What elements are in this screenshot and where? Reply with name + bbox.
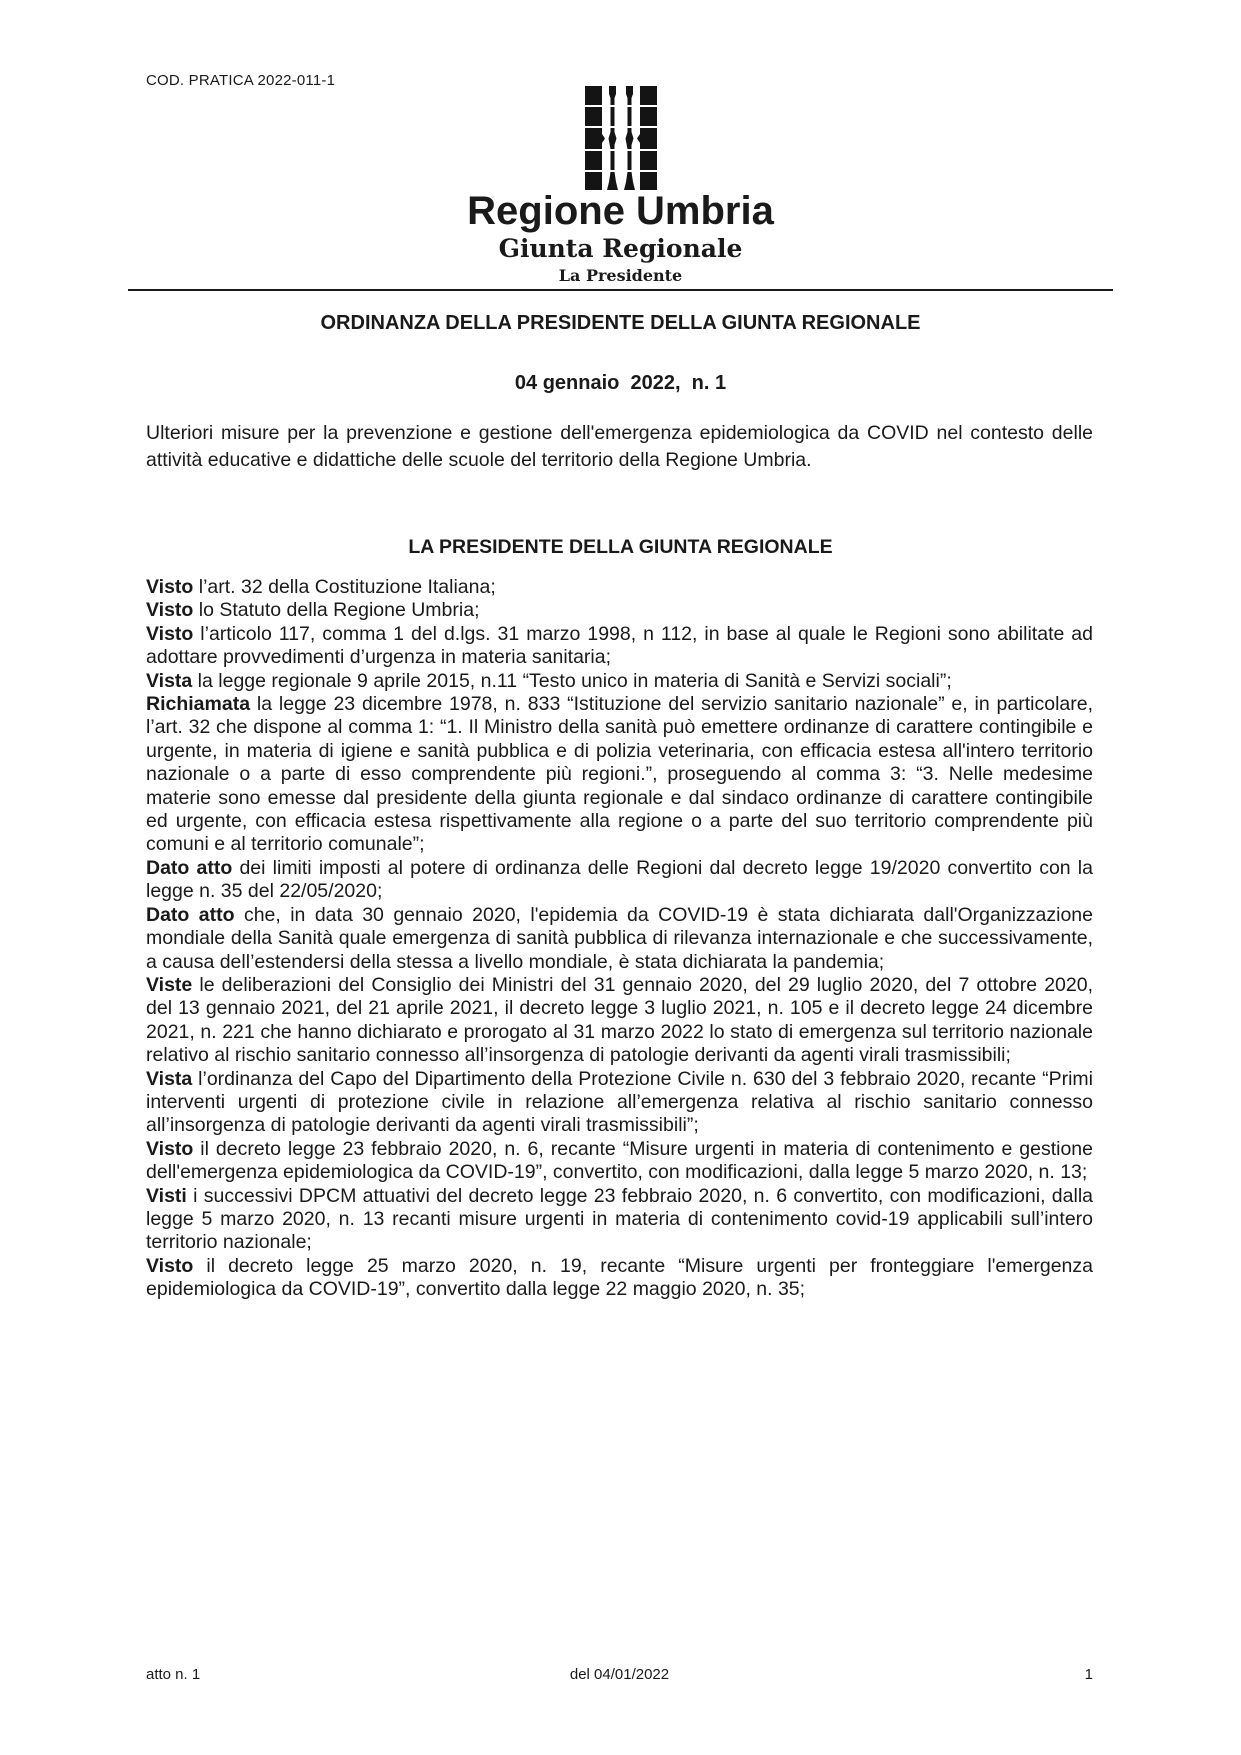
paragraph: Viste le deliberazioni del Consiglio dei Ministri del 31 gennaio 2020, del 29 luglio 2020, del 7 ottobre 2020, del 13 gennaio 2021, del 21 aprile 2021, il decreto legge 3 luglio 2021, n. 105 e il decreto legge 24 dicembre 2021, n. 221 che hanno dichiarato e prorogato al 31 marzo 2022 lo stato di emergenza sul territorio nazionale relativo al rischio sanitario connesso all’insorgenza di patologie derivanti da agenti virali trasmissibili;	[146, 973, 1093, 1067]
section-heading: LA PRESIDENTE DELLA GIUNTA REGIONALE	[408, 536, 833, 558]
paragraph: Dato atto che, in data 30 gennaio 2020, l'epidemia da COVID-19 è stata dichiarata dall'Organizzazione mondiale della Sanità quale emergenza di sanità pubblica di rilevanza internazionale e che successivamente, a causa dell’estendersi della stessa a livello mondiale, è stata dichiarata la pandemia;	[146, 903, 1093, 973]
paragraph: Visto il decreto legge 25 marzo 2020, n. 19, recante “Misure urgenti per fronteggiare l'emergenza epidemiologica da COVID-19”, convertito dalla legge 22 maggio 2020, n. 35;	[146, 1254, 1093, 1301]
paragraph: Visto lo Statuto della Regione Umbria;	[146, 599, 480, 622]
paragraph: Richiamata la legge 23 dicembre 1978, n. 833 “Istituzione del servizio sanitario nazionale” e, in particolare, l’art. 32 che dispone al comma 1: “1. Il Ministro della sanità può emettere ordinanze di carattere contingibile e urgente, in materia di igiene e sanità pubblica e di polizia veterinaria, con efficacia estesa all'intero territorio nazionale o a parte di esso comprendente più regioni.”, proseguendo al comma 3: “3. Nelle medesime materie sono emesse dal presidente della giunta regionale e dal sindaco ordinanze di carattere contingibile ed urgente, con efficacia estesa rispettivamente alla regione o a parte del suo territorio comprendente più comuni e al territorio comunale”;	[146, 693, 1093, 856]
document-subject: Ulteriori misure per la prevenzione e gestione dell'emergenza epidemiologica da COVID nel contesto delle attività educative e didattiche delle scuole del territorio della Regione Umbria.	[146, 422, 1093, 471]
paragraph: Visto il decreto legge 23 febbraio 2020, n. 6, recante “Misure urgenti in materia di contenimento e gestione dell'emergenza epidemiologica da COVID-19”, convertito, con modificazioni, dalla legge 5 marzo 2020, n. 13;	[146, 1137, 1093, 1184]
document-body	[146, 576, 1093, 1302]
footer-page-number: 1	[1084, 1666, 1093, 1683]
practice-code: COD. PRATICA 2022-011-1	[146, 72, 336, 89]
org-name: Regione Umbria	[467, 189, 774, 233]
regione-umbria-ceri-logo-icon	[585, 86, 657, 190]
paragraph: Visti i successivi DPCM attuativi del decreto legge 23 febbraio 2020, n. 6 convertito, con modificazioni, dalla legge 5 marzo 2020, n. 13 recanti misure urgenti in materia di contenimento covid-19 applicabili sull’intero territorio nazionale;	[146, 1184, 1093, 1254]
org-unit: Giunta Regionale	[498, 234, 743, 263]
org-role: La Presidente	[558, 266, 683, 286]
document-date-number: 04 gennaio 2022, n. 1	[514, 372, 727, 394]
header-divider	[128, 289, 1113, 291]
paragraph: Visto l’art. 32 della Costituzione Italiana;	[146, 576, 496, 598]
paragraph: Dato atto dei limiti imposti al potere di ordinanza delle Regioni dal decreto legge 19/2020 convertito con la legge n. 35 del 22/05/2020;	[146, 856, 1093, 903]
document-title: ORDINANZA DELLA PRESIDENTE DELLA GIUNTA REGIONALE	[320, 312, 921, 334]
paragraph: Vista l’ordinanza del Capo del Dipartimento della Protezione Civile n. 630 del 3 febbraio 2020, recante “Primi interventi urgenti di protezione civile in relazione all’emergenza relativa al rischio sanitario connesso all’insorgenza di patologie derivanti da agenti virali trasmissibili”;	[146, 1067, 1093, 1137]
letterhead	[0, 86, 1241, 285]
footer-date: del 04/01/2022	[569, 1666, 670, 1683]
paragraph: Visto l’articolo 117, comma 1 del d.lgs. 31 marzo 1998, n 112, in base al quale le Regioni sono abilitate ad adottare provvedimenti d’urgenza in materia sanitaria;	[146, 622, 1093, 669]
paragraph: Vista la legge regionale 9 aprile 2015, n.11 “Testo unico in materia di Sanità e Servizi sociali”;	[146, 669, 952, 692]
footer-act-number: atto n. 1	[146, 1666, 201, 1683]
